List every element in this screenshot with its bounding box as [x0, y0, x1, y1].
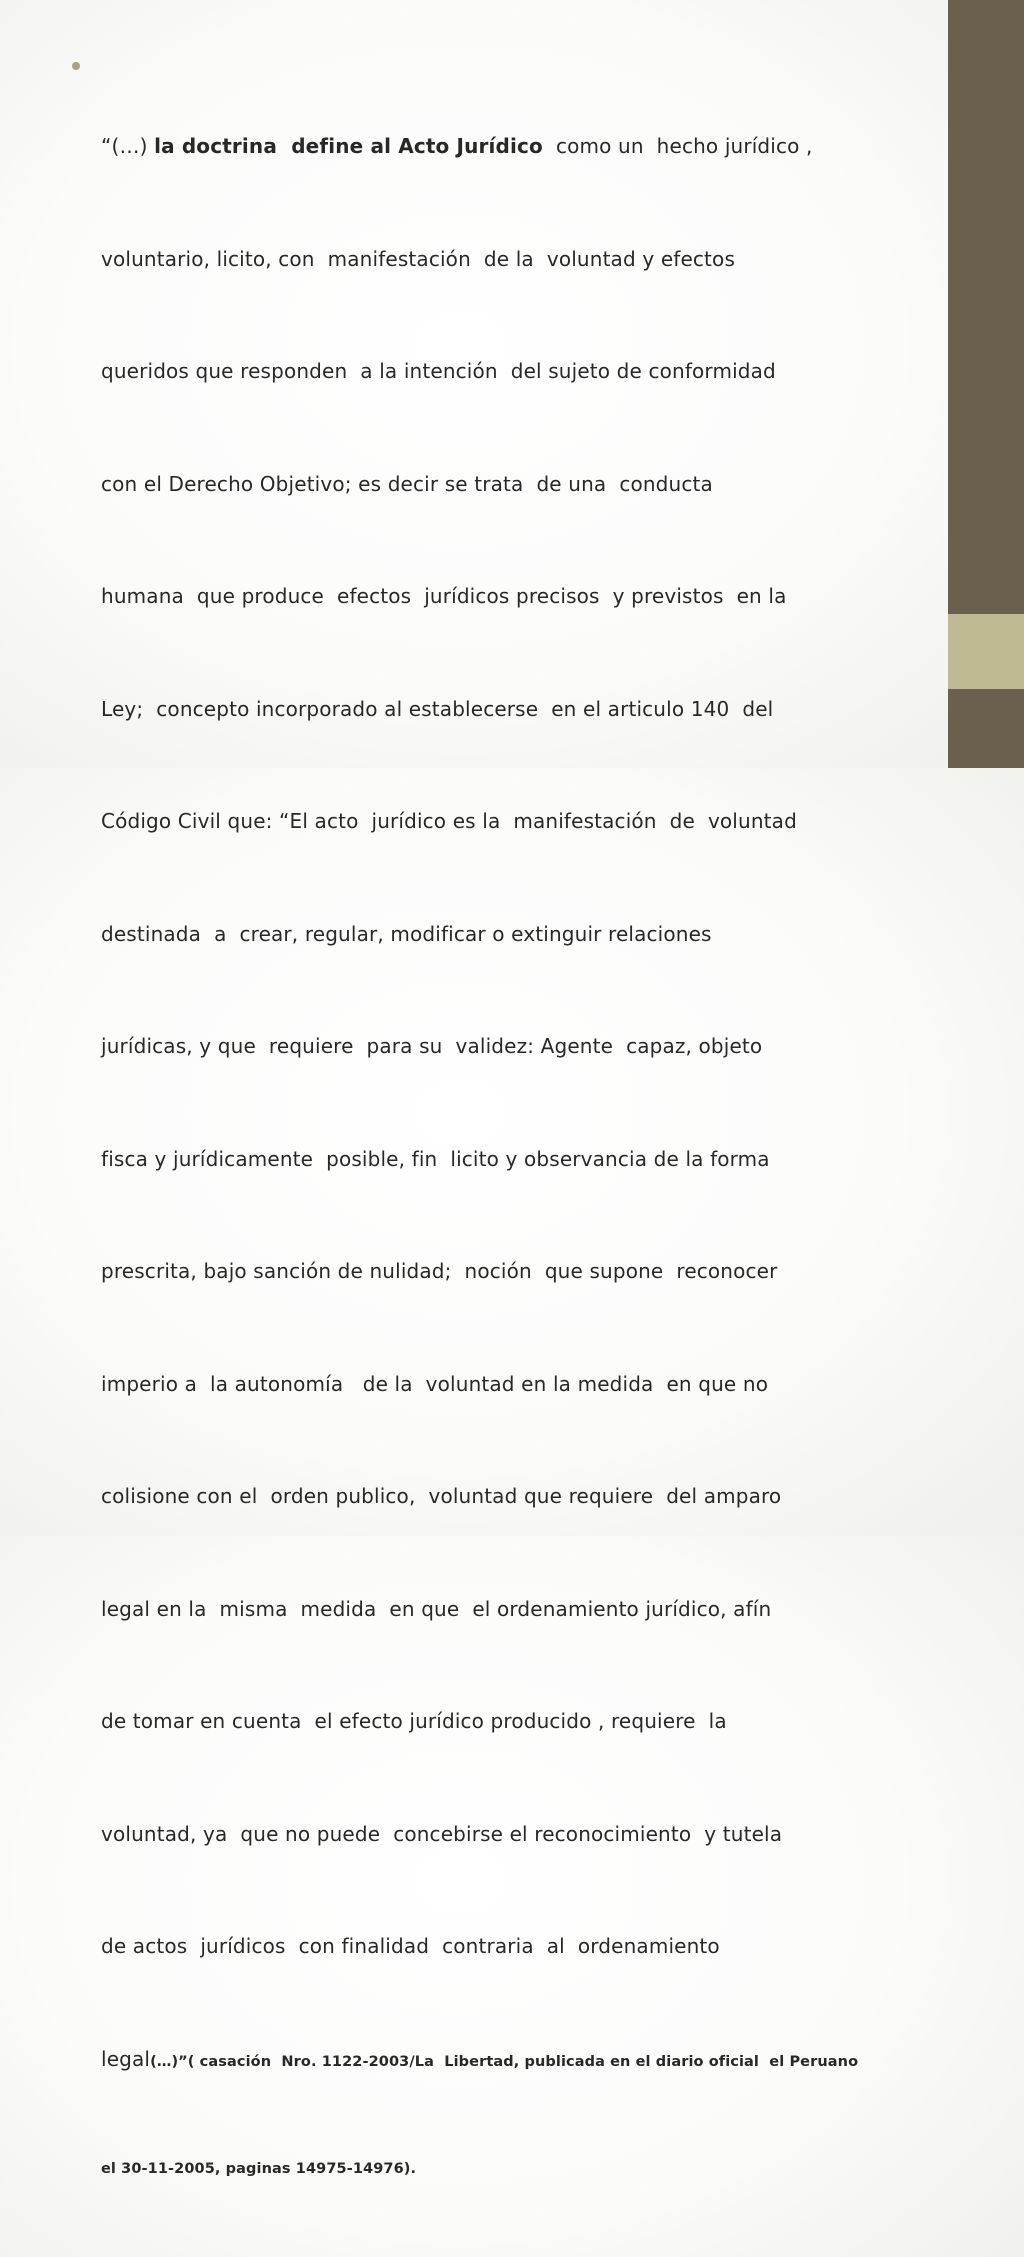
- text-line-1: [101, 128, 957, 166]
- text-line: queridos que responden a la intención del sujeto de conformidad: [101, 359, 776, 383]
- text-line: voluntad, ya que no puede concebirse el reconocimiento y tutela: [101, 1821, 783, 1846]
- text-line: humana que produce efectos jurídicos precisos y previstos en la: [101, 584, 787, 608]
- text-line: con el Derecho Objetivo; es decir se trata de una conducta: [101, 471, 713, 496]
- side-accent-block: [948, 614, 1024, 689]
- text-line-last: [101, 2041, 957, 2082]
- text-line: Ley; concepto incorporado al establecerse en el articulo 140 del: [101, 696, 774, 721]
- citation-line-1: (…)”( casación Nro. 1122-2003/La Libertad, publicada en el diario oficial el Peruano: [150, 2053, 859, 2070]
- line-1-rest: como un hecho jurídico ,: [542, 134, 813, 158]
- text-line: voluntario, licito, con manifestación de la voluntad y efectos: [101, 246, 736, 271]
- text-line: de actos jurídicos con finalidad contraria al ordenamiento: [101, 1934, 720, 1958]
- paragraph: [101, 53, 957, 2257]
- text-line: colisione con el orden publico, voluntad que requiere del amparo: [101, 1484, 782, 1508]
- bold-phrase: la doctrina define al Acto Jurídico: [154, 134, 543, 158]
- last-word: legal: [101, 2046, 151, 2071]
- text-line: de tomar en cuenta el efecto jurídico producido , requiere la: [101, 1709, 727, 1733]
- text-line: imperio a la autonomía de la voluntad en la medida en que no: [101, 1371, 769, 1396]
- text-line: Código Civil que: “El acto jurídico es la manifestación de voluntad: [101, 809, 797, 833]
- bullet-item: [72, 53, 957, 2257]
- text-line: jurídicas, y que requiere para su validez: Agente capaz, objeto: [101, 1034, 763, 1058]
- text-line: prescrita, bajo sanción de nulidad; noción que supone reconocer: [101, 1259, 778, 1283]
- text-line: legal en la misma medida en que el ordenamiento jurídico, afín: [101, 1596, 772, 1621]
- text-line: fisca y jurídicamente posible, fin licito y observancia de la forma: [101, 1146, 770, 1171]
- citation-line-2: el 30-11-2005, paginas 14975-14976).: [101, 2161, 417, 2177]
- lead-quote: “(…): [101, 134, 155, 158]
- bullet-icon: [72, 62, 80, 70]
- text-line: destinada a crear, regular, modificar o extinguir relaciones: [101, 921, 712, 946]
